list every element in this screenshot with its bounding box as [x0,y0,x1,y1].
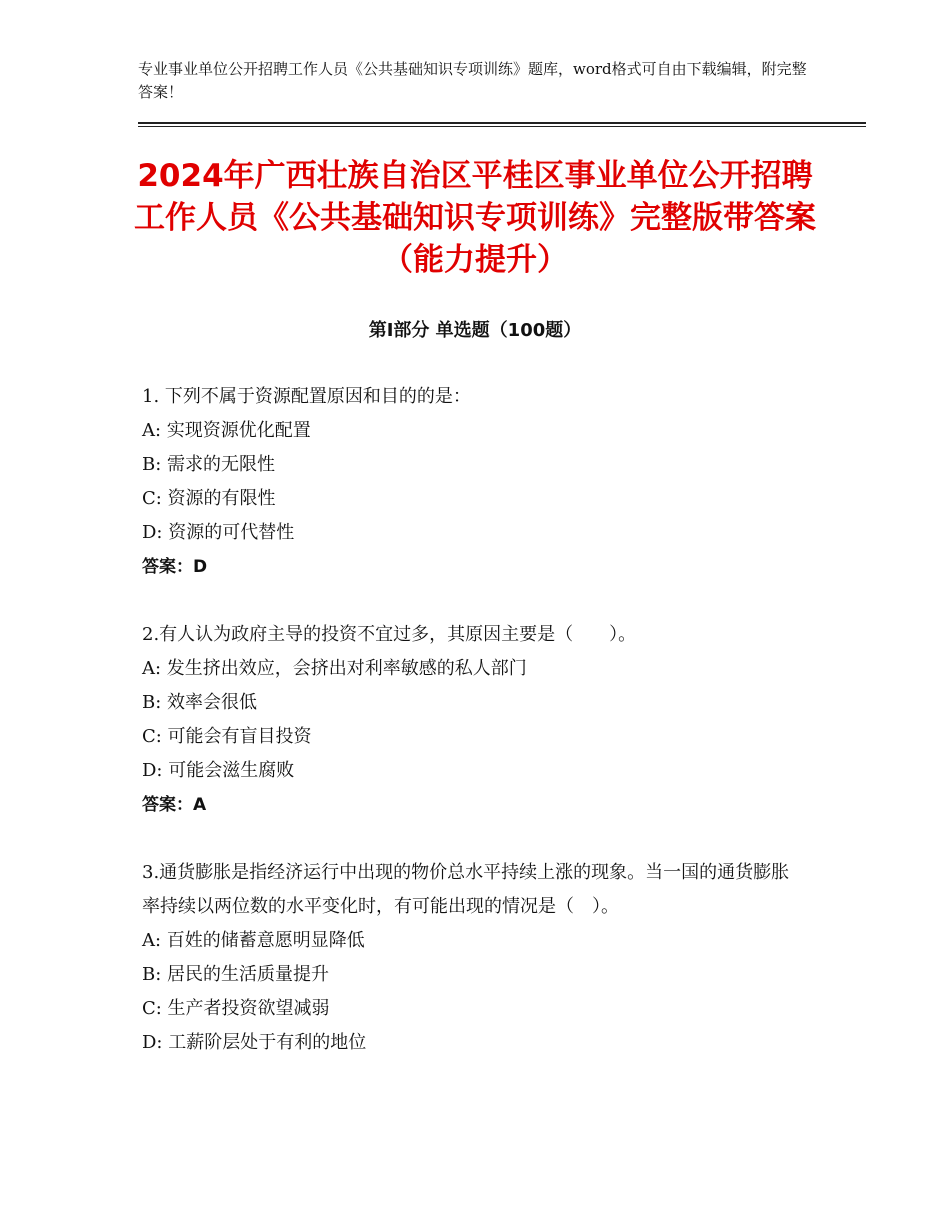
option-c: C: 生产者投资欲望减弱 [142,998,330,1019]
answer: 答案：A [142,795,207,815]
answer: 答案：D [142,557,208,577]
header-rule-thick [138,122,866,124]
option-a: A: 实现资源优化配置 [142,420,311,441]
option-b: B: 居民的生活质量提升 [142,964,330,985]
document-title: 2024年广西壮族自治区平桂区事业单位公开招聘工作人员《公共基础知识专项训练》完整版带答案（能力提升） [134,158,816,278]
spacer [142,584,802,618]
question-text: 2.有人认为政府主导的投资不宜过多，其原因主要是（ ）。 [142,624,637,645]
question-text: 1. 下列不属于资源配置原因和目的的是： [142,386,471,407]
option-d: D: 工薪阶层处于有利的地位 [142,1032,367,1053]
question-2 [142,618,802,822]
question-text: 3.通货膨胀是指经济运行中出现的物价总水平持续上涨的现象。当一国的通货膨胀率持续以两位数的水平变化时，有可能出现的情况是（ ）。 [142,862,790,917]
header-rule-thin [138,126,866,127]
option-d: D: 资源的可代替性 [142,522,295,543]
option-c: C: 可能会有盲目投资 [142,726,312,747]
question-3 [142,856,802,1060]
header-note: 专业事业单位公开招聘工作人员《公共基础知识专项训练》题库，word格式可自由下载编辑，附完整答案！ [138,60,807,101]
option-b: B: 需求的无限性 [142,454,276,475]
question-list [142,380,802,1060]
option-c: C: 资源的有限性 [142,488,276,509]
option-a: A: 发生挤出效应，会挤出对利率敏感的私人部门 [142,658,527,679]
option-d: D: 可能会滋生腐败 [142,760,295,781]
question-1 [142,380,802,584]
option-a: A: 百姓的储蓄意愿明显降低 [142,930,365,951]
spacer [142,822,802,856]
section-heading: 第Ⅰ部分 单选题（100题） [368,320,582,341]
option-b: B: 效率会很低 [142,692,258,713]
